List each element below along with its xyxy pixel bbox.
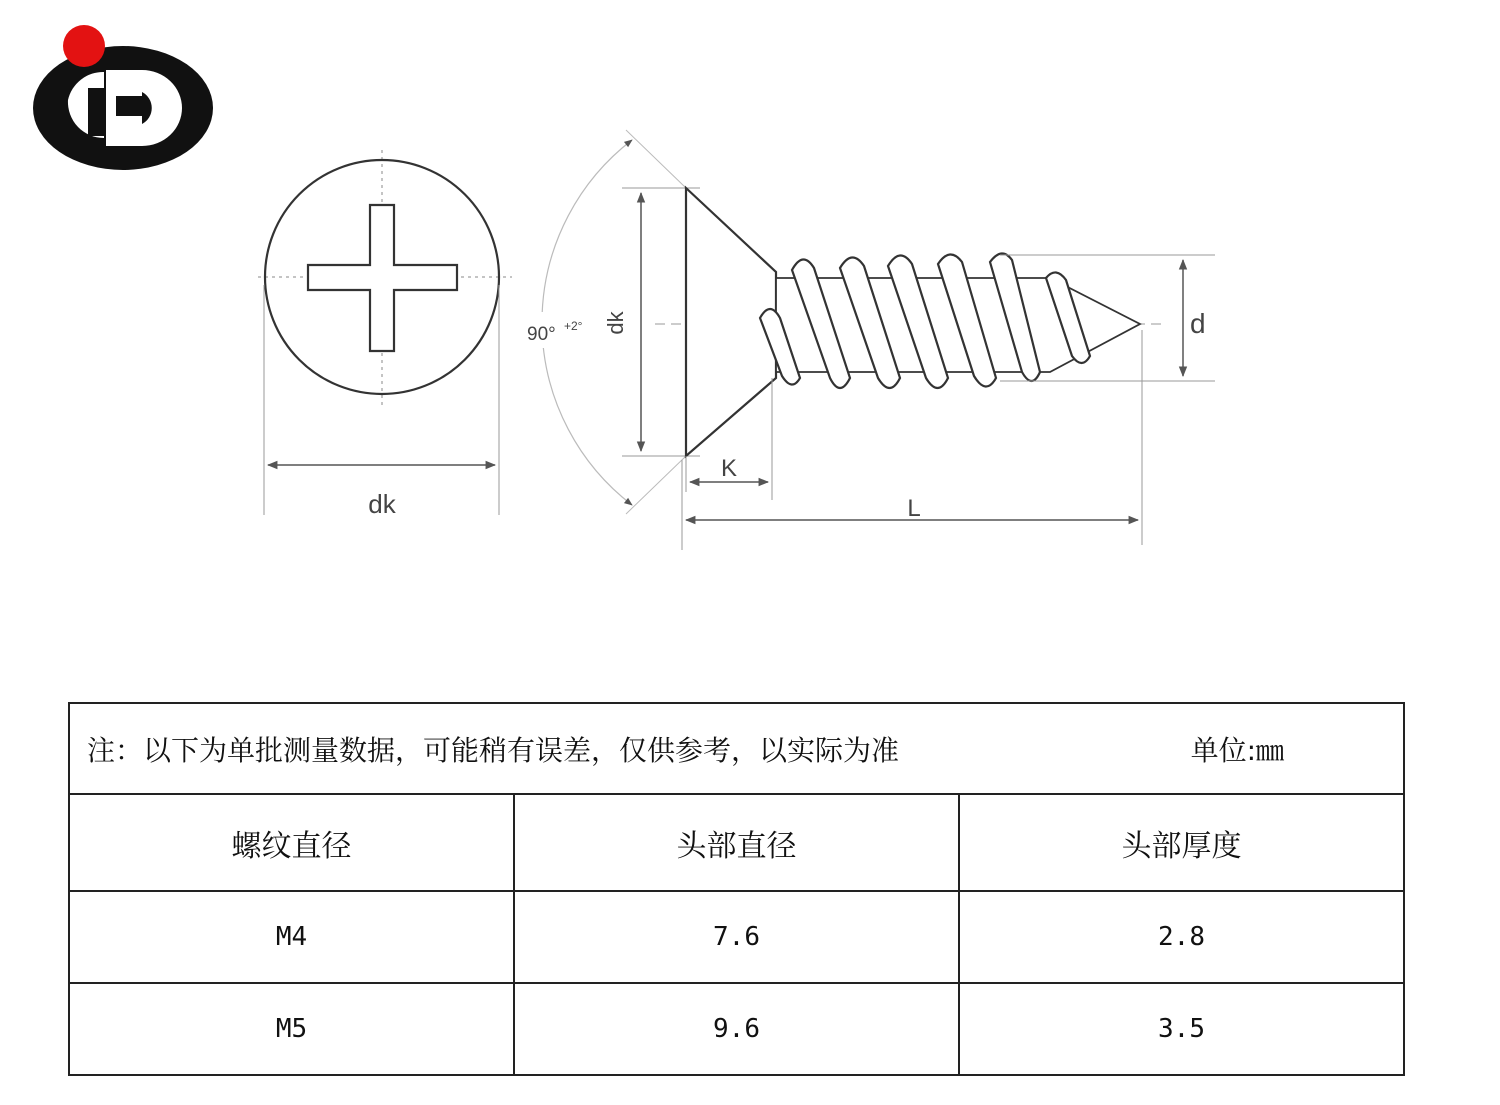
front-dk-label: dk: [368, 489, 396, 519]
header-row: [69, 794, 1404, 891]
k-label: K: [720, 455, 738, 482]
side-dk-label: dk: [603, 311, 628, 335]
front-view: [258, 150, 512, 519]
thread-d-label: d: [1190, 308, 1206, 339]
cell-head-thickness: 2.8: [959, 891, 1404, 983]
table-row: [69, 983, 1404, 1075]
cell-head-diameter: 7.6: [514, 891, 959, 983]
angle-label: 90°: [527, 324, 556, 345]
header-head-diameter: 头部直径: [514, 794, 959, 891]
l-label: L: [907, 495, 921, 522]
header-head-thickness: 头部厚度: [959, 794, 1404, 891]
cell-head-thickness: 3.5: [959, 983, 1404, 1075]
cell-head-diameter: 9.6: [514, 983, 959, 1075]
cell-thread: M5: [69, 983, 514, 1075]
cell-thread: M4: [69, 891, 514, 983]
table-row: [69, 891, 1404, 983]
company-logo: [33, 25, 213, 170]
angle-tolerance: +2°: [564, 319, 583, 333]
note-cell: [69, 703, 1404, 794]
unit-label: 单位:㎜: [1190, 733, 1284, 767]
header-thread-diameter: 螺纹直径: [69, 794, 514, 891]
note-row: [69, 703, 1404, 794]
spec-table: [68, 702, 1405, 1076]
measurement-note: 注：以下为单批测量数据，可能稍有误差，仅供参考，以实际为准: [87, 733, 900, 767]
side-view: [520, 130, 1215, 550]
